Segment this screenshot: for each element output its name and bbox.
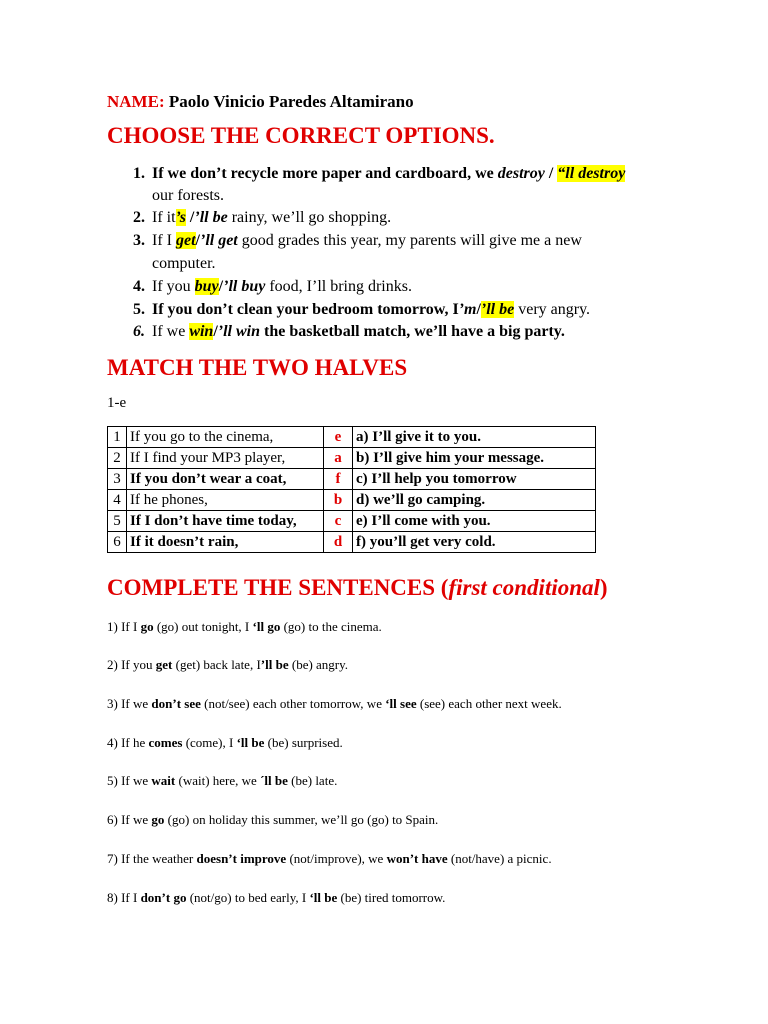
sentence-7 — [107, 851, 552, 867]
question-text: If you don’t clean your bedroom tomorrow, I — [152, 301, 459, 318]
answer-text: go — [151, 812, 165, 827]
table-row — [108, 469, 596, 490]
question-number: 1. — [133, 165, 145, 182]
question-3-continued: computer. — [152, 255, 216, 272]
option-a: ’m — [458, 301, 477, 318]
answer-text: ‘ll be — [309, 890, 338, 905]
option-separator: / — [195, 232, 200, 249]
first-half: If you go to the cinema, — [127, 427, 324, 448]
question-text: If it — [152, 209, 176, 226]
question-text-end: good grades this year, my parents will give me a new — [237, 232, 582, 249]
match-answer-note: 1-e — [107, 395, 127, 411]
answer-text: get — [155, 657, 173, 672]
answer-text: don’t go — [140, 890, 187, 905]
answer-text: go — [140, 619, 154, 634]
option-b-selected: “ll destroy — [557, 165, 626, 182]
sentence-text: (come), I — [182, 735, 237, 750]
option-separator: / — [544, 165, 558, 182]
section-title-choose-options: CHOOSE THE CORRECT OPTIONS. — [107, 123, 495, 148]
question-6 — [152, 323, 565, 341]
sentence-1 — [107, 619, 382, 635]
table-row — [108, 427, 596, 448]
sentence-text: (wait) here, we — [175, 773, 261, 788]
answer-text: won’t have — [386, 851, 448, 866]
table-row — [108, 490, 596, 511]
sentence-text: 1) If I — [107, 619, 141, 634]
row-number: 6 — [108, 532, 127, 553]
match-answer: c — [324, 511, 353, 532]
sentence-8 — [107, 890, 445, 906]
sentence-text: 8) If I — [107, 890, 141, 905]
sentence-2 — [107, 657, 348, 673]
match-answer: f — [324, 469, 353, 490]
question-text: If you — [152, 278, 195, 295]
student-name: Paolo Vinicio Paredes Altamirano — [168, 92, 414, 111]
second-half: e) I’ll come with you. — [353, 511, 596, 532]
option-separator: / — [476, 301, 481, 318]
section-title-complete-sentences — [107, 575, 608, 601]
answer-text: don’t see — [151, 696, 201, 711]
question-text: If we don’t recycle more paper and cardboard, we — [152, 165, 498, 182]
option-a-selected: buy — [194, 278, 219, 295]
answer-text: ‘ll see — [385, 696, 417, 711]
match-answer: e — [324, 427, 353, 448]
option-a-selected: ’s — [175, 209, 186, 226]
sentence-4 — [107, 735, 343, 751]
answer-text: wait — [151, 773, 176, 788]
question-text-end: rainy, we’ll go shopping. — [227, 209, 392, 226]
question-4 — [152, 278, 412, 296]
sentence-text: (get) back late, I — [172, 657, 261, 672]
option-b: ’ll be — [194, 209, 228, 226]
question-3 — [152, 232, 582, 250]
first-half: If I find your MP3 player, — [127, 448, 324, 469]
option-separator: / — [185, 209, 195, 226]
question-text-end: very angry. — [514, 301, 591, 318]
second-half: d) we’ll go camping. — [353, 490, 596, 511]
answer-text: ‘ll be — [236, 735, 265, 750]
question-number: 2. — [133, 209, 145, 226]
sentence-text: (be) surprised. — [264, 735, 343, 750]
sentence-text: (not/go) to bed early, I — [186, 890, 310, 905]
table-row — [108, 511, 596, 532]
sentence-3 — [107, 696, 562, 712]
title-main: COMPLETE THE SENTENCES ( — [107, 575, 449, 600]
sentence-text: (not/see) each other tomorrow, we — [200, 696, 386, 711]
table-row — [108, 532, 596, 553]
second-half: a) I’ll give it to you. — [353, 427, 596, 448]
sentence-text: (go) out tonight, I — [153, 619, 253, 634]
match-table — [107, 426, 596, 553]
question-number: 4. — [133, 278, 145, 295]
question-text: If we — [152, 323, 190, 340]
sentence-text: 6) If we — [107, 812, 152, 827]
first-half: If it doesn’t rain, — [127, 532, 324, 553]
first-half: If he phones, — [127, 490, 324, 511]
title-italic: first conditional — [448, 575, 600, 600]
question-text-end: food, I’ll bring drinks. — [265, 278, 412, 295]
answer-text: ‘ll go — [252, 619, 281, 634]
row-number: 5 — [108, 511, 127, 532]
sentence-text: 7) If the weather — [107, 851, 197, 866]
option-b: ’ll buy — [223, 278, 266, 295]
table-row — [108, 448, 596, 469]
second-half: f) you’ll get very cold. — [353, 532, 596, 553]
match-answer: a — [324, 448, 353, 469]
sentence-text: 3) If we — [107, 696, 152, 711]
name-label: NAME: — [107, 92, 165, 111]
sentence-text: (not/improve), we — [286, 851, 387, 866]
sentence-text: (see) each other next week. — [416, 696, 562, 711]
option-separator: / — [218, 278, 224, 295]
sentence-text: 4) If he — [107, 735, 149, 750]
option-b-selected: ’ll be — [480, 301, 515, 318]
answer-text: comes — [148, 735, 183, 750]
first-half: If you don’t wear a coat, — [127, 469, 324, 490]
question-text: If I — [152, 232, 176, 249]
row-number: 3 — [108, 469, 127, 490]
match-answer: b — [324, 490, 353, 511]
option-separator: / — [213, 323, 218, 340]
row-number: 4 — [108, 490, 127, 511]
question-text-end: the basketball match, we’ll have a big party. — [260, 323, 565, 340]
question-2 — [152, 209, 391, 227]
second-half: c) I’ll help you tomorrow — [353, 469, 596, 490]
answer-text: ’ll be — [260, 657, 289, 672]
option-b: ’ll win — [217, 323, 261, 340]
option-a-selected: get — [175, 232, 196, 249]
row-number: 1 — [108, 427, 127, 448]
answer-text: ´ll be — [260, 773, 288, 788]
option-a: destroy — [497, 165, 545, 182]
row-number: 2 — [108, 448, 127, 469]
answer-text: doesn’t improve — [196, 851, 287, 866]
section-title-match-halves: MATCH THE TWO HALVES — [107, 355, 408, 380]
student-name-line — [107, 92, 414, 112]
sentence-6 — [107, 812, 438, 828]
question-number: 6. — [133, 323, 145, 340]
sentence-text: (go) to the cinema. — [280, 619, 382, 634]
sentence-text: 2) If you — [107, 657, 156, 672]
question-1 — [152, 165, 625, 183]
question-5 — [152, 301, 590, 319]
sentence-text: (not/have) a picnic. — [447, 851, 552, 866]
sentence-5 — [107, 773, 337, 789]
second-half: b) I’ll give him your message. — [353, 448, 596, 469]
question-number: 3. — [133, 232, 145, 249]
sentence-text: (go) on holiday this summer, we’ll go (go) to Spain. — [164, 812, 439, 827]
sentence-text: (be) late. — [287, 773, 338, 788]
first-half: If I don’t have time today, — [127, 511, 324, 532]
sentence-text: 5) If we — [107, 773, 152, 788]
option-b: ’ll get — [199, 232, 238, 249]
option-a-selected: win — [189, 323, 214, 340]
question-number: 5. — [133, 301, 145, 318]
title-end: ) — [599, 575, 608, 600]
sentence-text: (be) tired tomorrow. — [337, 890, 446, 905]
sentence-text: (be) angry. — [288, 657, 349, 672]
question-1-continued: our forests. — [152, 187, 224, 204]
match-answer: d — [324, 532, 353, 553]
